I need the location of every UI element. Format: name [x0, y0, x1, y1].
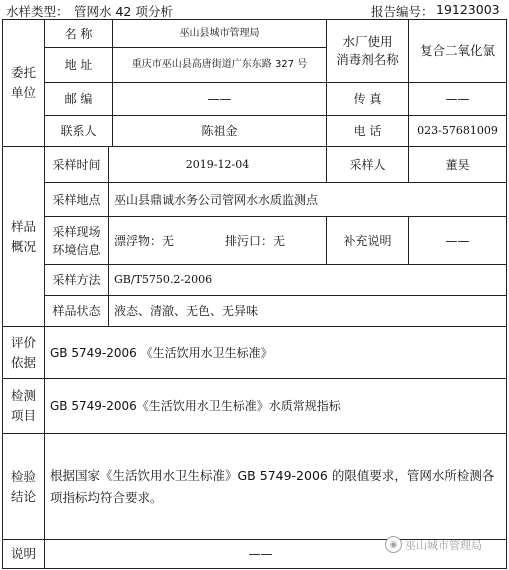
- phone-value: 023-57681009: [417, 124, 498, 137]
- address-label: 地 址: [64, 58, 93, 72]
- sewage-outlet-value: 排污口：无: [225, 233, 286, 248]
- fax-label: 传 真: [353, 92, 382, 106]
- report-number-label: 报告编号：: [371, 4, 434, 19]
- address-value: 重庆市巫山县高唐街道广东东路 327 号: [131, 59, 308, 70]
- note-label: 说明: [10, 546, 36, 561]
- wechat-channel-icon: ◉: [385, 536, 402, 553]
- sample-type-value: 管网水 42 项分析: [74, 4, 173, 19]
- basis-value: GB 5749-2006 《生活饮用水卫生标准》: [50, 345, 273, 360]
- disinfectant-label: 水厂使用 消毒剂名称: [336, 34, 399, 67]
- sampler-value: 董昊: [445, 157, 470, 172]
- report-number-value: 19123003: [436, 2, 500, 17]
- name-value: 巫山县城市管理局: [179, 27, 260, 39]
- sampling-time-value: 2019-12-04: [185, 157, 250, 171]
- conclusion-value: 根据国家《生活饮用水卫生标准》GB 5749-2006 的限值要求，管网水所检测各项指标均符合要求。: [50, 467, 495, 505]
- basis-section-label: 评价 依据: [10, 334, 36, 370]
- postcode-value: ——: [207, 92, 232, 106]
- sampling-place-value: 巫山县鼎诚水务公司管网水水质监测点: [114, 192, 319, 207]
- sampler-label: 采样人: [349, 157, 386, 172]
- sampling-place-label: 采样地点: [52, 192, 101, 207]
- phone-label: 电 话: [353, 124, 382, 138]
- contact-label: 联系人: [60, 124, 97, 138]
- sampling-method-value: GB/T5750.2-2006: [114, 273, 213, 286]
- supplement-value: ——: [445, 233, 470, 248]
- supplement-label: 补充说明: [343, 233, 392, 248]
- sample-state-value: 液态、清澈、无色、无异味: [114, 304, 259, 318]
- env-info-label: 采样现场 环境信息: [52, 224, 101, 257]
- watermark-text: 巫山城市管理局: [405, 538, 482, 552]
- conclusion-section-label: 检验 结论: [10, 468, 36, 504]
- sample-type-label: 水样类型：: [6, 4, 69, 19]
- sample-state-label: 样品状态: [52, 304, 101, 318]
- client-section-label: 委托 单位: [10, 65, 36, 100]
- name-label: 名 称: [64, 26, 93, 41]
- postcode-label: 邮 编: [64, 92, 93, 106]
- note-value: ——: [248, 547, 273, 561]
- items-section-label: 检测 项目: [10, 388, 36, 423]
- floating-matter-value: 漂浮物：无: [114, 233, 175, 248]
- contact-value: 陈祖金: [201, 124, 238, 138]
- disinfectant-value: 复合二氧化氯: [419, 43, 495, 58]
- sample-section-label: 样品 概况: [10, 218, 36, 254]
- fax-value: ——: [445, 92, 470, 106]
- report-header: [0, 0, 509, 19]
- items-value: GB 5749-2006《生活饮用水卫生标准》水质常规指标: [50, 399, 341, 413]
- sampling-time-label: 采样时间: [52, 157, 101, 172]
- sampling-method-label: 采样方法: [52, 273, 101, 287]
- watermark: [385, 536, 482, 553]
